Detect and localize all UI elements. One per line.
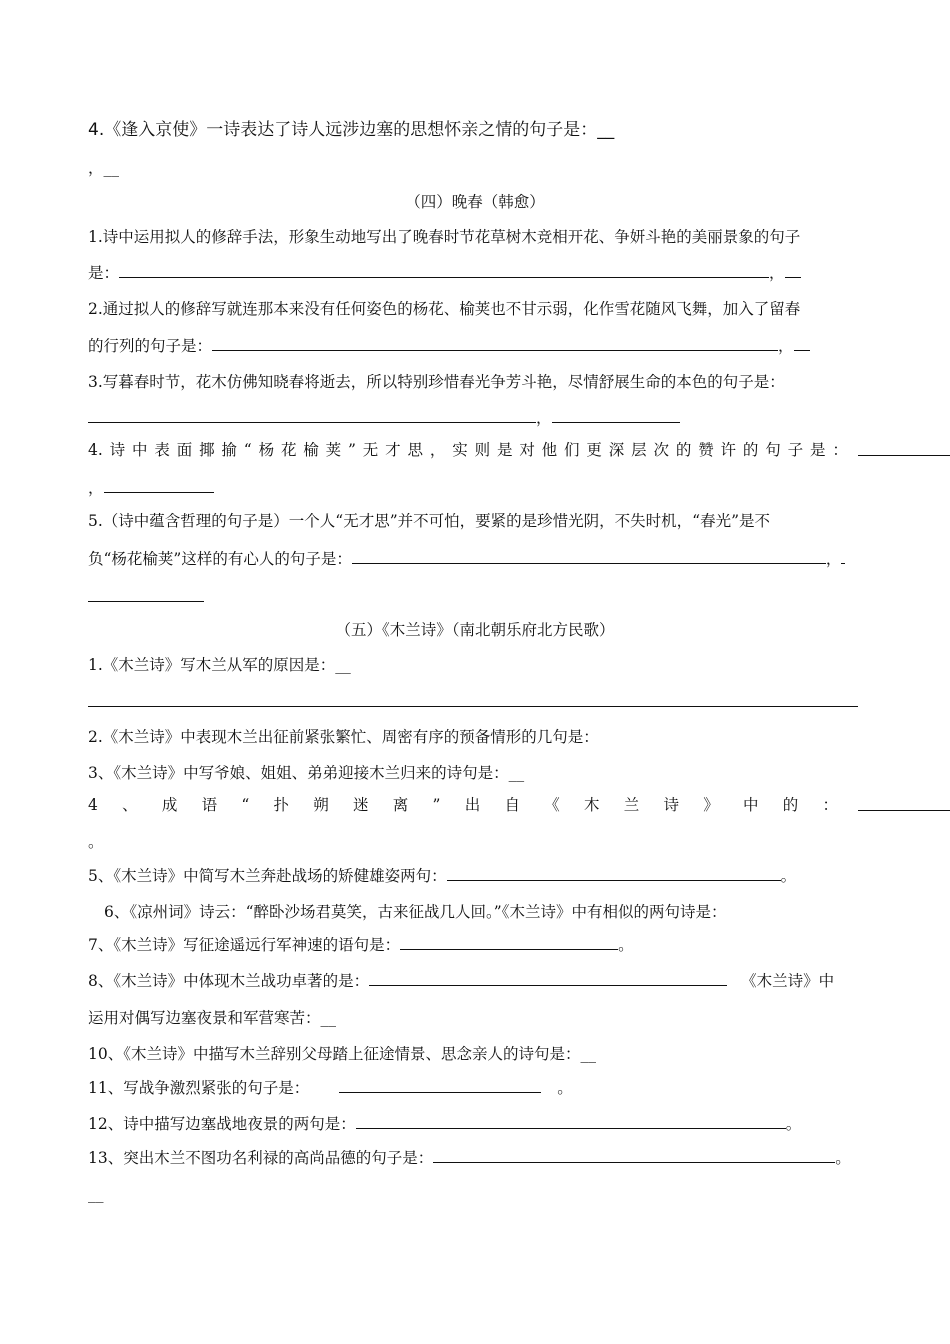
s5-q4-char: 中 — [742, 796, 759, 814]
s4-q5-sep: ， — [825, 550, 842, 568]
s5-q4-char: ： — [822, 796, 838, 814]
s5-q13-end: 。 — [835, 1149, 851, 1167]
s5-q4-char: 朔 — [313, 796, 329, 814]
s5-q4-end: 。 — [88, 833, 104, 851]
s4-q2-sep: ， — [778, 337, 794, 355]
s5-q12 — [88, 1114, 801, 1134]
s4-q2-line1: 2.通过拟人的修辞写就连那本来没有任何姿色的杨花、榆荚也不甘示弱，化作雪花随风飞舞，加入了留春 — [88, 300, 801, 318]
s4-q1-sep: ， — [769, 264, 785, 282]
s4-q5-line2 — [88, 549, 845, 569]
s5-q8-line1 — [88, 971, 834, 991]
s4-q3-blank-1[interactable] — [88, 408, 536, 423]
s4-q4-char: ： — [832, 441, 848, 459]
s5-q4-char: 扑 — [273, 796, 290, 814]
s5-q4-char: 成 — [161, 796, 178, 814]
s5-q11-prefix: 11、写战争激烈紧张的句子是： — [88, 1079, 310, 1097]
s4-q4-blank-1[interactable] — [858, 455, 950, 456]
s5-q4-char: 出 — [464, 796, 481, 814]
s4-q4-char: 是 — [809, 441, 826, 459]
s4-q4-char: 次 — [653, 441, 669, 459]
s4-q1-blank-1[interactable] — [119, 263, 769, 278]
s5-q11-end: 。 — [557, 1079, 573, 1097]
s4-q4-char: ” — [348, 441, 356, 459]
s5-q4-char: 语 — [201, 796, 218, 814]
s4-q2-blank-2[interactable] — [794, 336, 810, 351]
s4-q4-char: 诗 — [109, 441, 126, 459]
s5-q1-blank[interactable] — [88, 706, 858, 707]
s4-q5-blank-1[interactable] — [352, 549, 826, 564]
s5-q4-char: 4 — [88, 796, 98, 814]
s4-q4-char: 无 — [362, 441, 379, 459]
s4-q4-char: 层 — [631, 441, 647, 459]
s5-q12-end: 。 — [785, 1115, 802, 1133]
s4-q5-line1: 5.（诗中蕴含哲理的句子是）一个人“无才思”并不可怕，要紧的是珍惜光阴，不失时机，“春光”是不 — [88, 512, 770, 530]
s5-q6: 6、《凉州词》诗云：“醉卧沙场君莫笑，古来征战几人回。”《木兰诗》中有相似的两句诗是： — [104, 903, 727, 921]
s4-q5-prefix: 负“杨花榆荚”这样的有心人的句子是： — [88, 550, 352, 568]
s4-q2-blank-1[interactable] — [212, 336, 778, 351]
s5-q4-char: “ — [241, 796, 250, 814]
s4-q4-char: 则 — [474, 441, 491, 459]
s5-q4-line1 — [88, 795, 838, 815]
s4-q4-char: 4. — [88, 441, 103, 459]
s5-q10: 10、《木兰诗》中描写木兰辞别父母踏上征途情景、思念亲人的诗句是：__ — [88, 1045, 596, 1063]
s4-q5-blank-tail[interactable] — [841, 549, 845, 564]
s5-q8-line2: 运用对偶写边塞夜景和军营寒苦：__ — [88, 1009, 337, 1027]
s5-q7 — [88, 935, 634, 955]
s4-q4-char: 对 — [519, 441, 535, 459]
s4-q4-char: 们 — [564, 441, 580, 459]
s5-q1: 1.《木兰诗》写木兰从军的原因是：__ — [88, 656, 351, 674]
s4-q4-line2 — [88, 478, 214, 498]
s4-q4-char: 子 — [787, 441, 804, 459]
s4-q2-prefix: 的行列的句子是： — [88, 337, 213, 355]
s4-q4-char: 榆 — [303, 441, 319, 459]
s5-q5 — [88, 866, 796, 886]
s4-q4-char: 的 — [675, 441, 692, 459]
s4-q4-char: 思 — [407, 441, 424, 459]
s4-q4-char: 杨 — [258, 441, 275, 459]
s5-q7-end: 。 — [618, 936, 634, 954]
s5-q12-prefix: 12、诗中描写边塞战地夜景的两句是： — [88, 1115, 356, 1133]
s5-q4-char: 离 — [392, 796, 409, 814]
s5-q4-char: ” — [432, 796, 441, 814]
s4-q4-char: 是 — [496, 441, 513, 459]
s5-q8-prefix: 8、《木兰诗》中体现木兰战功卓著的是： — [88, 972, 370, 990]
s5-q2: 2.《木兰诗》中表现木兰出征前紧张繁忙、周密有序的预备情形的几句是： — [88, 728, 599, 746]
s5-q13-cont: __ — [88, 1185, 104, 1203]
s4-q4-line1 — [88, 440, 848, 460]
s5-q3: 3、《木兰诗》中写爷娘、姐姐、弟弟迎接木兰归来的诗句是：__ — [88, 764, 525, 782]
s5-q13 — [88, 1148, 851, 1168]
s5-q5-end: 。 — [780, 867, 797, 885]
s3-q4: 4.《逢入京使》一诗表达了诗人远涉边塞的思想怀亲之情的句子是：__ — [88, 120, 615, 140]
s5-q8-blank[interactable] — [369, 971, 727, 986]
s4-q4-char: 表 — [154, 441, 170, 459]
s4-q4-char: 深 — [608, 441, 625, 459]
s5-q4-char: 诗 — [663, 796, 679, 814]
s5-q11-blank[interactable] — [339, 1078, 541, 1093]
s3-q4-cont: ，__ — [88, 159, 120, 177]
s4-q4-char: 他 — [541, 441, 558, 459]
s4-q1-prefix: 是： — [88, 264, 120, 282]
s5-q4-blank[interactable] — [858, 810, 950, 811]
s4-q4-char: 花 — [280, 441, 297, 459]
s4-q4-char: 许 — [720, 441, 737, 459]
s4-q4-sep: ， — [88, 479, 104, 497]
s4-q4-blank-2[interactable] — [104, 478, 214, 493]
s5-q7-prefix: 7、《木兰诗》写征途遥远行军神速的语句是： — [88, 936, 401, 954]
s4-q4-char: 实 — [452, 441, 468, 459]
s5-q12-blank[interactable] — [356, 1114, 786, 1129]
s4-q4-char: 面 — [176, 441, 193, 459]
section-5-title: （五）《木兰诗》（南北朝乐府北方民歌） — [335, 621, 615, 639]
s4-q4-char: 揶 — [199, 441, 215, 459]
s4-q4-char: 揄 — [221, 441, 237, 459]
s4-q5-blank-2[interactable] — [88, 601, 204, 602]
s5-q5-prefix: 5、《木兰诗》中简写木兰奔赴战场的矫健雄姿两句： — [88, 867, 447, 885]
s4-q2-line2 — [88, 336, 810, 356]
s4-q4-char: 的 — [742, 441, 759, 459]
s5-q4-char: 、 — [122, 796, 138, 814]
s5-q13-blank[interactable] — [433, 1148, 835, 1163]
s4-q4-char: 句 — [765, 441, 781, 459]
s4-q3-blank-2[interactable] — [552, 408, 680, 423]
s4-q4-char: “ — [243, 441, 252, 459]
s4-q4-char: 才 — [385, 441, 401, 459]
section-4-title: （四）晚春（韩愈） — [405, 193, 545, 211]
s4-q1-line1: 1.诗中运用拟人的修辞手法，形象生动地写出了晚春时节花草树木竞相开花、争妍斗艳的美丽景象的句子 — [88, 228, 801, 246]
s4-q1-blank-2[interactable] — [785, 263, 801, 278]
s4-q3-line2 — [88, 408, 680, 428]
s4-q3-sep: ， — [536, 409, 552, 427]
s4-q4-char: ， — [429, 441, 446, 459]
s4-q4-char: 中 — [132, 441, 148, 459]
s4-q4-char: 荚 — [325, 441, 342, 459]
s5-q5-blank[interactable] — [447, 866, 781, 881]
s4-q1-line2 — [88, 263, 801, 283]
s4-q3-line1: 3.写暮春时节，花木仿佛知晓春将逝去，所以特别珍惜春光争芳斗艳，尽情舒展生命的本色的句子是： — [88, 373, 785, 391]
s5-q4-char: 木 — [583, 796, 600, 814]
s5-q4-char: 兰 — [623, 796, 640, 814]
s5-q4-char: 的 — [782, 796, 799, 814]
s5-q4-char: 《 — [544, 796, 560, 814]
s5-q4-char: 》 — [703, 796, 719, 814]
s5-q13-prefix: 13、突出木兰不图功名利禄的高尚品德的句子是： — [88, 1149, 434, 1167]
s5-q4-char: 自 — [504, 796, 520, 814]
s5-q8-suffix: 《木兰诗》中 — [741, 972, 835, 990]
s5-q11 — [88, 1078, 573, 1098]
s5-q7-blank[interactable] — [400, 935, 618, 950]
s4-q4-char: 更 — [586, 441, 602, 459]
s4-q4-char: 赞 — [698, 441, 714, 459]
s5-q4-char: 迷 — [353, 796, 369, 814]
